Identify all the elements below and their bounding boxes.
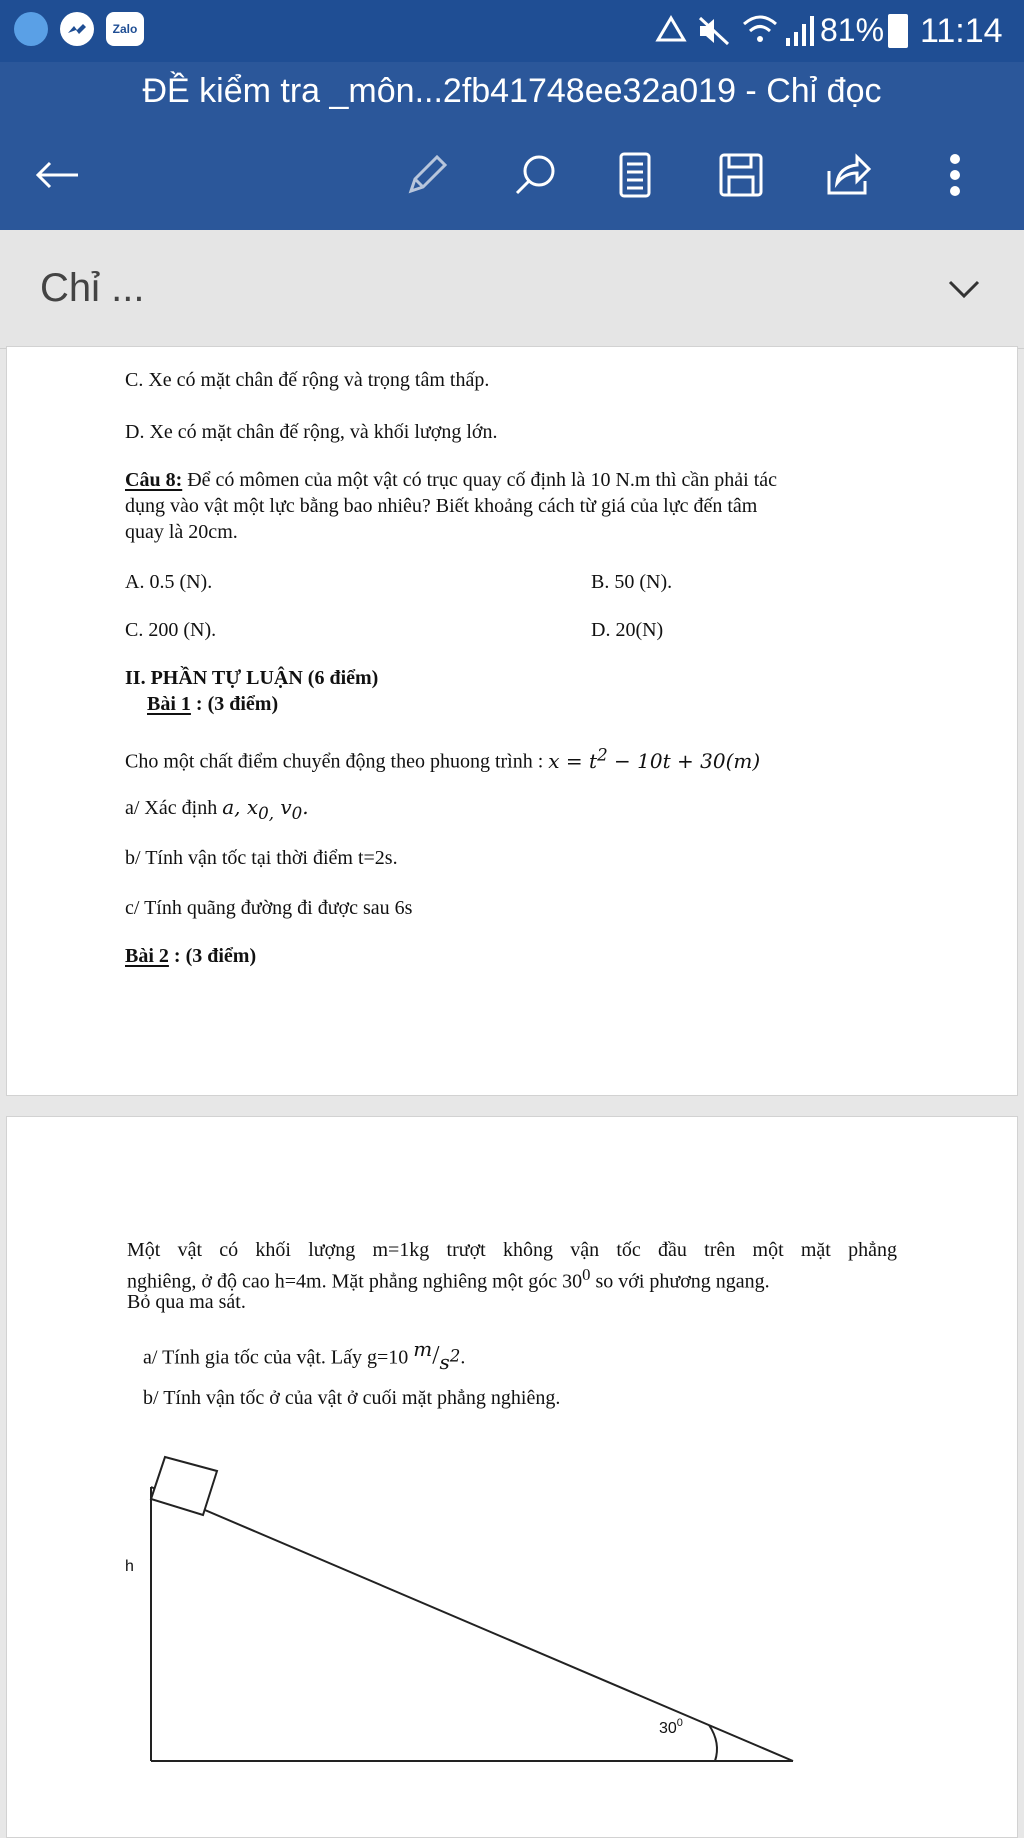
document-page-1: [6, 346, 1018, 1096]
status-bar: [0, 0, 1024, 62]
part-c: c/ Tính quãng đường đi được sau 6s: [125, 897, 413, 919]
search-icon[interactable]: [500, 140, 570, 210]
chevron-down-icon[interactable]: [944, 274, 984, 306]
ribbon-bar: [0, 230, 1024, 349]
zalo-icon: [106, 12, 144, 46]
height-label: h: [125, 1558, 134, 1575]
question-8-line-2: dụng vào vật một lực bằng bao nhiêu? Biết khoảng cách từ giá của lực đến tâm: [125, 495, 758, 517]
reading-view-icon[interactable]: [600, 140, 670, 210]
equation-x: x = t: [548, 748, 598, 773]
equation: [548, 745, 761, 773]
unit-s-sup: 2: [449, 1346, 461, 1365]
problem-degree-sup: 0: [582, 1265, 591, 1284]
clock: 11:14: [920, 12, 1003, 50]
bai-1-heading: [147, 693, 278, 716]
part-a-math-ax: a, x: [222, 795, 259, 819]
bai-1-label: Bài 1: [147, 693, 191, 715]
document-title: ĐỀ kiểm tra _môn...2fb41748ee32a019 - Chỉ đọc: [142, 72, 882, 110]
question-8-line-3: quay là 20cm.: [125, 521, 238, 543]
bai-2-heading: [125, 945, 256, 968]
part-a-text: a/ Xác định: [125, 797, 223, 819]
equation-sup: 2: [597, 745, 608, 764]
problem-line-2a: nghiêng, ở độ cao h=4m. Mặt phẳng nghiêng một góc 30: [127, 1270, 583, 1293]
angle-degree-sup: 0: [676, 1717, 683, 1729]
answer-b: B. 50 (N).: [591, 571, 673, 593]
option-c-previous: C. Xe có mặt chân đế rộng và trọng tâm thấp.: [125, 369, 490, 391]
problem-part-a-text: a/ Tính gia tốc của vật. Lấy g=10: [143, 1346, 414, 1369]
option-d-previous: D. Xe có mặt chân đế rộng, và khối lượng lớn.: [125, 421, 498, 443]
wifi-icon: [740, 12, 780, 48]
save-icon[interactable]: [706, 140, 776, 210]
bai-2-points: : (3 điểm): [168, 945, 257, 967]
app-notification-icon: [14, 12, 48, 46]
battery-icon: [888, 14, 908, 48]
question-8-line-1: [125, 469, 777, 492]
equation-rest: − 10t + 30(m): [607, 748, 761, 773]
incline-slope: [151, 1487, 793, 1761]
mute-icon: [696, 14, 732, 48]
angle-label: [659, 1717, 683, 1737]
problem-part-a-end: .: [460, 1346, 466, 1369]
unit-m: m: [413, 1337, 433, 1361]
page-1-content: [125, 347, 925, 1095]
ribbon-label: Chỉ ...: [40, 266, 145, 310]
part-a: [125, 795, 309, 823]
problem-line-1: Một vật có khối lượng m=1kg trượt không vận tốc đầu trên một mặt phẳng: [127, 1239, 897, 1261]
back-arrow-icon[interactable]: [22, 140, 92, 210]
unit-slash: /: [432, 1340, 440, 1370]
answer-a: A. 0.5 (N).: [125, 571, 213, 593]
unit-s-wrap: [439, 1346, 461, 1374]
part-a-sub-0: 0,: [258, 804, 275, 823]
problem-line-2b: so với phương ngang.: [590, 1270, 770, 1293]
zalo-label: Zalo: [112, 22, 138, 36]
part-a-math: [222, 795, 309, 823]
problem-part-b: b/ Tính vận tốc ở của vật ở cuối mặt phẳng nghiêng.: [143, 1387, 561, 1409]
more-icon[interactable]: [920, 140, 990, 210]
signal-icon: [784, 14, 816, 48]
bai-1-intro-text: Cho một chất điểm chuyển động theo phuong trình :: [125, 750, 549, 773]
battery-percent: 81%: [820, 12, 885, 48]
angle-value: 30: [659, 1720, 677, 1737]
part-a-dot: .: [302, 795, 309, 819]
bai-1-points: : (3 điểm): [190, 693, 279, 715]
problem-part-a: [143, 1337, 465, 1374]
problem-line-3: Bỏ qua ma sát.: [127, 1291, 246, 1313]
part-a-sub-1: 0: [291, 804, 303, 823]
pencil-icon[interactable]: [392, 140, 462, 210]
problem-line-2: [127, 1265, 770, 1294]
unit-s: s: [439, 1349, 450, 1374]
part-a-math-v: v: [274, 795, 292, 819]
sync-icon: [654, 14, 688, 46]
document-page-2: [6, 1116, 1018, 1838]
messenger-icon: [60, 12, 94, 46]
angle-arc: [709, 1725, 717, 1761]
block-on-incline: [151, 1457, 217, 1515]
bai-1-intro: [125, 745, 760, 774]
section-2-heading: II. PHẦN TỰ LUẬN (6 điểm): [125, 667, 379, 689]
question-8-label: Câu 8:: [125, 469, 183, 491]
answer-c: C. 200 (N).: [125, 619, 217, 641]
incline-diagram: [107, 1447, 807, 1807]
part-b: b/ Tính vận tốc tại thời điểm t=2s.: [125, 847, 398, 869]
share-icon[interactable]: [812, 140, 882, 210]
answer-d: D. 20(N): [591, 619, 664, 641]
question-8-text: Để có mômen của một vật có trục quay cố định là 10 N.m thì cần phải tác: [182, 469, 778, 491]
bai-2-label-text: Bài 2: [125, 945, 169, 967]
